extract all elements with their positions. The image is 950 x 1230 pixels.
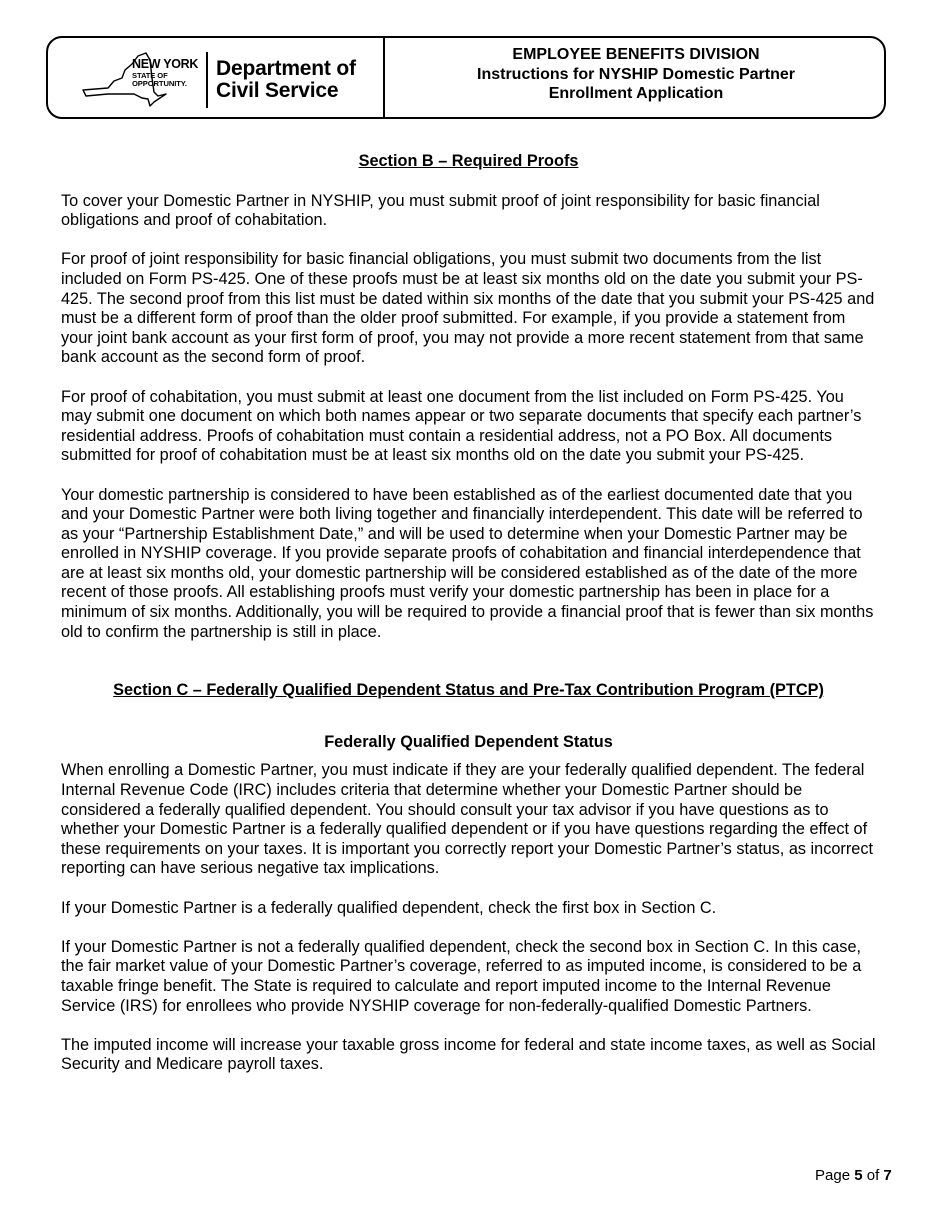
- logo-tagline: STATE OF OPPORTUNITY.: [132, 71, 187, 88]
- section-b-paragraph: To cover your Domestic Partner in NYSHIP, you must submit proof of joint responsibility for basic financial obligations and proof of cohabitation.: [61, 191, 820, 230]
- section-b-paragraph: For proof of cohabitation, you must submit at least one document from the list included on Form PS-425. You may submit one document on which both names appear or two separate documents that specify each partner’s residential address. Proofs of cohabitation must contain a residential address, not a PO Box. All documents submitted for proof of cohabitation must be at least six months old on the date you submit your PS-425.: [61, 387, 862, 465]
- section-b-paragraph: Your domestic partnership is considered to have been established as of the earliest documented date that you and your Domestic Partner were both living together and financially interdependent. This date will be referred to as your “Partnership Establishment Date,” and will be used to determine when your Domestic Partner may be enrolled in NYSHIP coverage. If you provide separate proofs of cohabitation and financial interdependence that are at least six months old, your domestic partnership will be considered established as of the date of the more recent of those proofs. All establishing proofs must verify your domestic partnership has been in place for a minimum of six months. Additionally, you will be required to provide a financial proof that is fewer than six months old to confirm the partnership is still in place.: [61, 485, 874, 641]
- section-c-paragraph: The imputed income will increase your taxable gross income for federal and state income taxes, as well as Social Security and Medicare payroll taxes.: [61, 1035, 876, 1074]
- section-c-subheading: Federally Qualified Dependent Status: [324, 732, 613, 751]
- logo-wordmark: NEW YORK: [132, 57, 199, 71]
- section-c-paragraph: If your Domestic Partner is a federally qualified dependent, check the first box in Section C.: [61, 898, 717, 917]
- section-b-paragraph: For proof of joint responsibility for basic financial obligations, you must submit two documents from the list included on Form PS-425. One of these proofs must be at least six months old on the date you submit your PS-425. The second proof from this list must be dated within six months of the date that you submit your PS-425 and must be a different form of proof than the older proof submitted. For example, if you provide a statement from your joint bank account as your first form of proof, you may not provide a more recent statement from that same bank account as the second form of proof.: [61, 250, 875, 367]
- department-name: Department of Civil Service: [216, 57, 356, 102]
- section-c-paragraph: If your Domestic Partner is not a federally qualified dependent, check the second box in Section C. In this case, the fair market value of your Domestic Partner’s coverage, referred to as imputed income, is considered to be a taxable fringe benefit. The State is required to calculate and report imputed income to the Internal Revenue Service (IRS) for enrollees who provide NYSHIP coverage for non-federally-qualified Domestic Partners.: [61, 937, 862, 1015]
- section-c-heading: Section C – Federally Qualified Dependent Status and Pre-Tax Contribution Program (PTCP): [113, 681, 824, 700]
- document-body: [61, 148, 876, 1095]
- page-number: Page 5 of 7: [815, 1167, 892, 1184]
- logo-separator: [206, 52, 208, 108]
- document-title: EMPLOYEE BENEFITS DIVISION Instructions for NYSHIP Domestic Partner Enrollment Application: [477, 46, 795, 102]
- section-c-paragraph: When enrolling a Domestic Partner, you must indicate if they are your federally qualified dependent. The federal Internal Revenue Code (IRC) includes criteria that determine whether your Domestic Partner should be considered a federally qualified dependent. You should consult your tax advisor if you have questions as to whether your Domestic Partner is a federally qualified dependent or if you have questions regarding the effect of these requirements on your taxes. It is important you correctly report your Domestic Partner’s status, as incorrect reporting can have serious negative tax implications.: [61, 761, 873, 878]
- header-divider: [383, 38, 385, 117]
- document-header: [46, 36, 886, 119]
- section-b-heading: Section B – Required Proofs: [358, 152, 579, 170]
